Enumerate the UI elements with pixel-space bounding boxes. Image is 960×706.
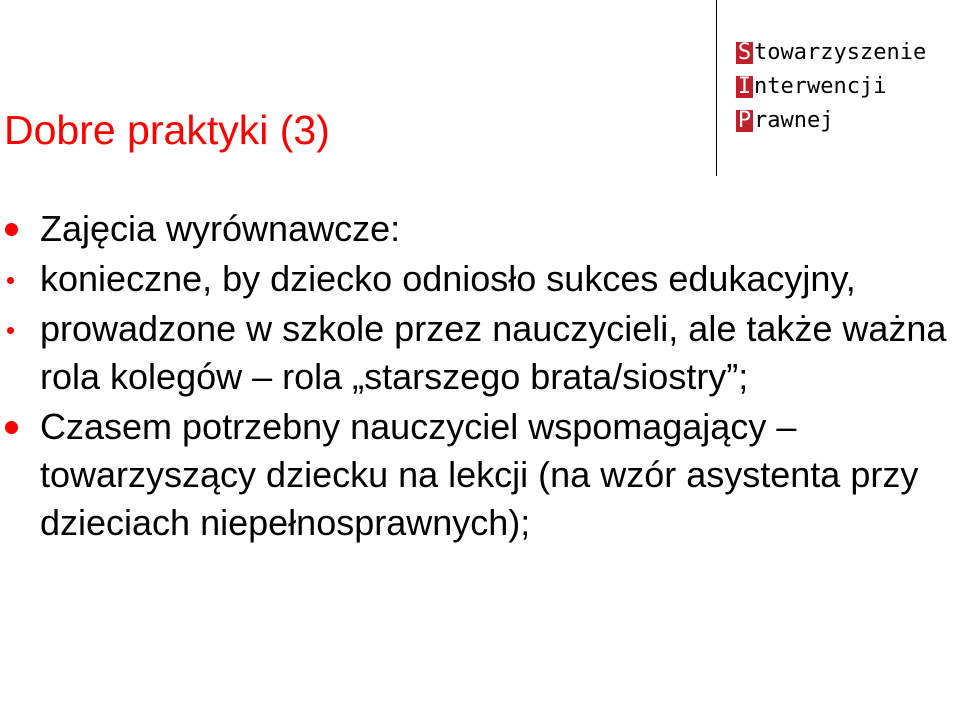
logo-word: towarzyszenie [754,40,927,65]
organization-logo [736,36,926,138]
bullet-text: konieczne, by dziecko odniosło sukces edukacyjny, [40,258,856,299]
logo-word: nterwencji [754,74,887,99]
bullet-text: Zajęcia wyrównawcze: [40,208,401,249]
bullet-text: Czasem potrzebny nauczyciel wspomagający – towarzyszący dziecku na lekcji (na wzór asystenta przy dzieciach niepełnosprawnych); [40,406,919,543]
sub-bullet-item [0,305,950,401]
logo-line [736,104,926,138]
logo-word: rawnej [754,108,834,133]
logo-line [736,70,926,104]
logo-initial: P [737,108,752,133]
bullet-list [0,205,950,547]
logo-divider [716,0,717,176]
bullet-dot-icon [5,223,18,236]
bullet-item [0,403,950,547]
bullet-text: prowadzone w szkole przez nauczycieli, ale także ważna rola kolegów – rola „starszego brata/siostry”; [40,308,947,397]
sub-bullet-dot-icon [7,327,14,334]
logo-initial: S [737,40,752,65]
slide-title: Dobre praktyki (3) [4,107,330,153]
bullet-item [0,205,950,253]
logo-line [736,36,926,70]
logo-initial: I [737,74,752,99]
sub-bullet-item [0,255,950,303]
bullet-dot-icon [5,421,18,434]
sub-bullet-dot-icon [7,277,14,284]
